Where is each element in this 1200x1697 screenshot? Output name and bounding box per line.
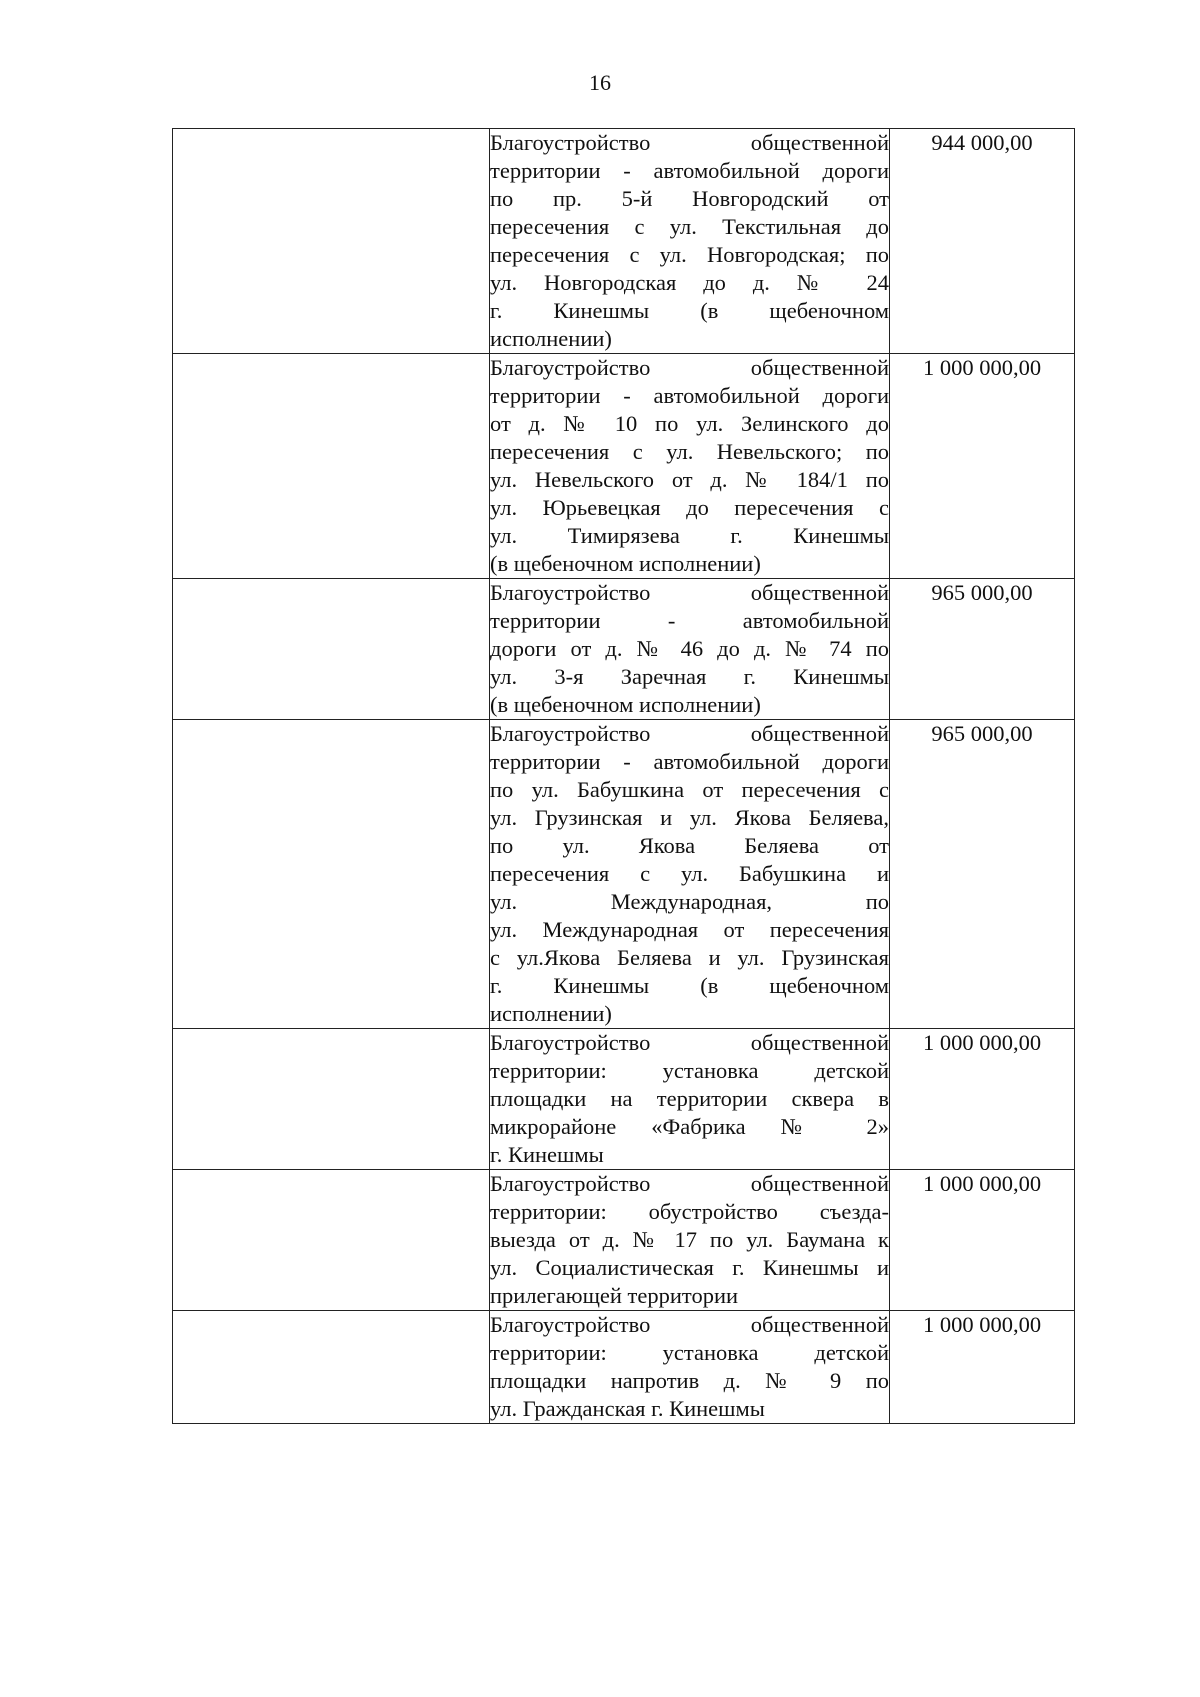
description-line: Благоустройство общественной (490, 580, 889, 605)
description-line: по ул. Якова Беляева от (490, 833, 889, 858)
description-line: пересечения с ул. Текстильная до (490, 214, 889, 239)
empty-cell (173, 1311, 490, 1424)
description-line: Благоустройство общественной (490, 1312, 889, 1337)
description-line: пересечения с ул. Новгородская; по (490, 242, 889, 267)
description-line: Благоустройство общественной (490, 721, 889, 746)
empty-cell (173, 579, 490, 720)
description-line: дороги от д. № 46 до д. № 74 по (490, 636, 889, 661)
description-line: г. Кинешмы (490, 1142, 604, 1167)
description-line: от д. № 10 по ул. Зелинского до (490, 411, 889, 436)
description-line: по пр. 5-й Новгородский от (490, 186, 889, 211)
budget-table-body (173, 129, 1075, 1424)
description-line: площадки напротив д. № 9 по (490, 1368, 889, 1393)
description-cell (490, 720, 890, 1029)
description-line: ул. Невельского от д. № 184/1 по (490, 467, 889, 492)
table-row (173, 354, 1075, 579)
description-line: ул. Грузинская и ул. Якова Беляева, (490, 805, 889, 830)
description-line: микрорайоне «Фабрика № 2» (490, 1114, 889, 1139)
description-cell (490, 1029, 890, 1170)
description-line: территории: установка детской (490, 1340, 889, 1365)
description-line: г. Кинешмы (в щебеночном (490, 973, 889, 998)
empty-cell (173, 1029, 490, 1170)
description-line: исполнении) (490, 326, 612, 351)
description-line: ул. Международная от пересечения (490, 917, 889, 942)
description-line: Благоустройство общественной (490, 355, 889, 380)
description-line: ул. Тимирязева г. Кинешмы (490, 523, 889, 548)
description-line: территории: обустройство съезда- (490, 1199, 889, 1224)
description-line: прилегающей территории (490, 1283, 739, 1308)
description-line: пересечения с ул. Бабушкина и (490, 861, 889, 886)
amount-cell: 965 000,00 (890, 720, 1075, 1029)
description-line: по ул. Бабушкина от пересечения с (490, 777, 889, 802)
description-cell (490, 129, 890, 354)
empty-cell (173, 354, 490, 579)
description-cell (490, 354, 890, 579)
description-line: (в щебеночном исполнении) (490, 551, 761, 576)
description-line: площадки на территории сквера в (490, 1086, 889, 1111)
page-number: 16 (589, 70, 611, 95)
description-line: территории: установка детской (490, 1058, 889, 1083)
description-line: выезда от д. № 17 по ул. Баумана к (490, 1227, 889, 1252)
description-line: ул. Новгородская до д. № 24 (490, 270, 889, 295)
table-row (173, 1311, 1075, 1424)
description-line: исполнении) (490, 1001, 612, 1026)
description-cell (490, 1311, 890, 1424)
description-line: ул. 3-я Заречная г. Кинешмы (490, 664, 889, 689)
description-line: ул. Гражданская г. Кинешмы (490, 1396, 765, 1421)
amount-cell: 1 000 000,00 (890, 1029, 1075, 1170)
budget-table (172, 128, 1075, 1424)
amount-cell: 965 000,00 (890, 579, 1075, 720)
description-line: территории - автомобильной дороги (490, 383, 889, 408)
amount-cell: 1 000 000,00 (890, 1311, 1075, 1424)
description-cell (490, 1170, 890, 1311)
empty-cell (173, 129, 490, 354)
table-row (173, 720, 1075, 1029)
table-row (173, 1029, 1075, 1170)
description-line: ул. Юрьевецкая до пересечения с (490, 495, 889, 520)
description-line: с ул.Якова Беляева и ул. Грузинская (490, 945, 889, 970)
description-line: ул. Социалистическая г. Кинешмы и (490, 1255, 889, 1280)
description-line: Благоустройство общественной (490, 1171, 889, 1196)
empty-cell (173, 1170, 490, 1311)
amount-cell: 944 000,00 (890, 129, 1075, 354)
table-row (173, 1170, 1075, 1311)
description-line: г. Кинешмы (в щебеночном (490, 298, 889, 323)
description-line: (в щебеночном исполнении) (490, 692, 761, 717)
description-line: территории - автомобильной (490, 608, 889, 633)
description-line: ул. Международная, по (490, 889, 889, 914)
description-line: Благоустройство общественной (490, 130, 889, 155)
empty-cell (173, 720, 490, 1029)
amount-cell: 1 000 000,00 (890, 1170, 1075, 1311)
amount-cell: 1 000 000,00 (890, 354, 1075, 579)
description-line: пересечения с ул. Невельского; по (490, 439, 889, 464)
description-cell (490, 579, 890, 720)
table-row (173, 129, 1075, 354)
description-line: территории - автомобильной дороги (490, 749, 889, 774)
table-row (173, 579, 1075, 720)
description-line: Благоустройство общественной (490, 1030, 889, 1055)
description-line: территории - автомобильной дороги (490, 158, 889, 183)
